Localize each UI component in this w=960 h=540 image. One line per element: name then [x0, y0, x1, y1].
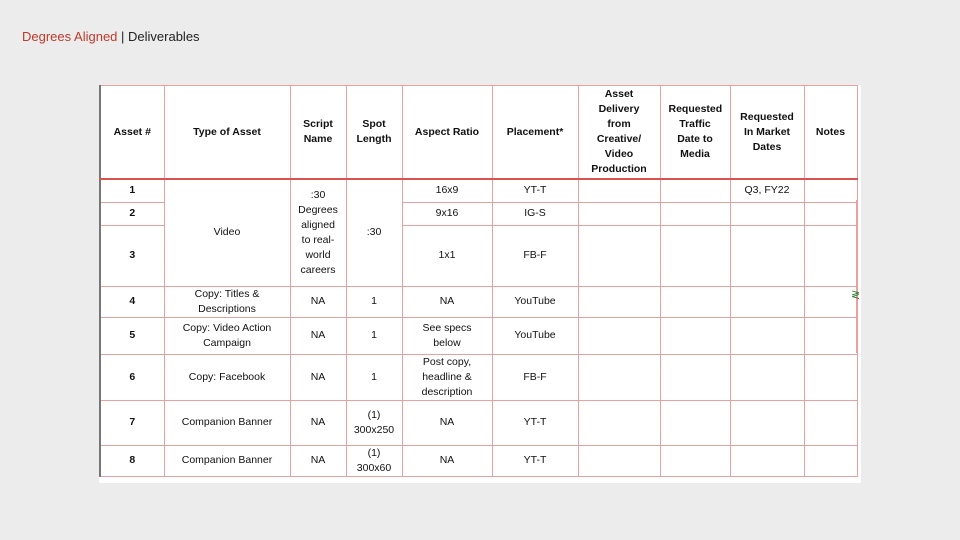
aspect-cell: 9x16 [402, 202, 492, 225]
delivery-cell [578, 286, 660, 317]
script-cell-video: :30 Degrees aligned to real-world careers [290, 179, 346, 286]
deliverables-sheet [99, 85, 861, 483]
col-header-type: Type of Asset [164, 86, 290, 180]
traffic-cell [660, 286, 730, 317]
table-row [100, 400, 857, 445]
asset-num-cell: 3 [100, 225, 164, 286]
col-header-traffic-date: Requested Traffic Date to Media [660, 86, 730, 180]
col-header-aspect-ratio: Aspect Ratio [402, 86, 492, 180]
col-header-script-name: Script Name [290, 86, 346, 180]
notes-cell [804, 179, 857, 202]
market-cell: Q3, FY22 [730, 179, 804, 202]
col-header-asset-delivery: Asset Delivery from Creative/ Video Production [578, 86, 660, 180]
comment-marker-icon[interactable]: ≷ [851, 289, 861, 301]
slide-title [22, 29, 200, 44]
length-cell: 1 [346, 317, 402, 354]
market-cell [730, 225, 804, 286]
asset-num-cell: 5 [100, 317, 164, 354]
asset-num-cell: 8 [100, 445, 164, 476]
sheet-edge-line [856, 200, 857, 353]
type-cell: Copy: Video Action Campaign [164, 317, 290, 354]
traffic-cell [660, 202, 730, 225]
script-cell: NA [290, 445, 346, 476]
asset-num-cell: 6 [100, 354, 164, 400]
script-cell: NA [290, 317, 346, 354]
asset-num-cell: 4 [100, 286, 164, 317]
traffic-cell [660, 225, 730, 286]
length-cell: 1 [346, 286, 402, 317]
delivery-cell [578, 202, 660, 225]
col-header-notes: Notes [804, 86, 857, 180]
col-header-spot-length: Spot Length [346, 86, 402, 180]
aspect-cell: NA [402, 445, 492, 476]
market-cell [730, 202, 804, 225]
notes-cell [804, 202, 857, 225]
market-cell [730, 445, 804, 476]
length-cell: (1) 300x60 [346, 445, 402, 476]
notes-cell [804, 445, 857, 476]
aspect-cell: See specs below [402, 317, 492, 354]
delivery-cell [578, 317, 660, 354]
deliverables-table [99, 85, 861, 477]
col-header-asset-num: Asset # [100, 86, 164, 180]
type-cell: Copy: Titles & Descriptions [164, 286, 290, 317]
delivery-cell [578, 225, 660, 286]
section-name: Deliverables [128, 29, 200, 44]
col-header-placement: Placement* [492, 86, 578, 180]
brand-name: Degrees Aligned [22, 29, 118, 44]
aspect-cell: Post copy, headline & description [402, 354, 492, 400]
notes-cell [804, 317, 857, 354]
placement-cell: YT-T [492, 445, 578, 476]
traffic-cell [660, 179, 730, 202]
notes-cell [804, 286, 857, 317]
delivery-cell [578, 445, 660, 476]
placement-cell: YouTube [492, 286, 578, 317]
asset-num-cell: 2 [100, 202, 164, 225]
aspect-cell: 1x1 [402, 225, 492, 286]
traffic-cell [660, 445, 730, 476]
asset-num-cell: 1 [100, 179, 164, 202]
type-cell: Companion Banner [164, 400, 290, 445]
placement-cell: YT-T [492, 179, 578, 202]
script-cell: NA [290, 354, 346, 400]
table-row [100, 354, 857, 400]
script-cell: NA [290, 286, 346, 317]
table-row [100, 445, 857, 476]
delivery-cell [578, 354, 660, 400]
traffic-cell [660, 317, 730, 354]
notes-cell [804, 225, 857, 286]
title-separator: | [117, 29, 129, 44]
placement-cell: YouTube [492, 317, 578, 354]
asset-num-cell: 7 [100, 400, 164, 445]
col-header-market-dates: Requested In Market Dates [730, 86, 804, 180]
script-cell: NA [290, 400, 346, 445]
notes-cell [804, 400, 857, 445]
aspect-cell: NA [402, 400, 492, 445]
placement-cell: YT-T [492, 400, 578, 445]
placement-cell: FB-F [492, 225, 578, 286]
type-cell: Copy: Facebook [164, 354, 290, 400]
traffic-cell [660, 400, 730, 445]
market-cell [730, 286, 804, 317]
delivery-cell [578, 400, 660, 445]
type-cell-video: Video [164, 179, 290, 286]
traffic-cell [660, 354, 730, 400]
placement-cell: IG-S [492, 202, 578, 225]
table-row [100, 286, 857, 317]
type-cell: Companion Banner [164, 445, 290, 476]
market-cell [730, 400, 804, 445]
table-row [100, 317, 857, 354]
market-cell [730, 354, 804, 400]
delivery-cell [578, 179, 660, 202]
header-row [100, 86, 857, 180]
notes-cell [804, 354, 857, 400]
aspect-cell: 16x9 [402, 179, 492, 202]
length-cell: (1) 300x250 [346, 400, 402, 445]
market-cell [730, 317, 804, 354]
table-row [100, 179, 857, 202]
length-cell: 1 [346, 354, 402, 400]
aspect-cell: NA [402, 286, 492, 317]
placement-cell: FB-F [492, 354, 578, 400]
length-cell-video: :30 [346, 179, 402, 286]
